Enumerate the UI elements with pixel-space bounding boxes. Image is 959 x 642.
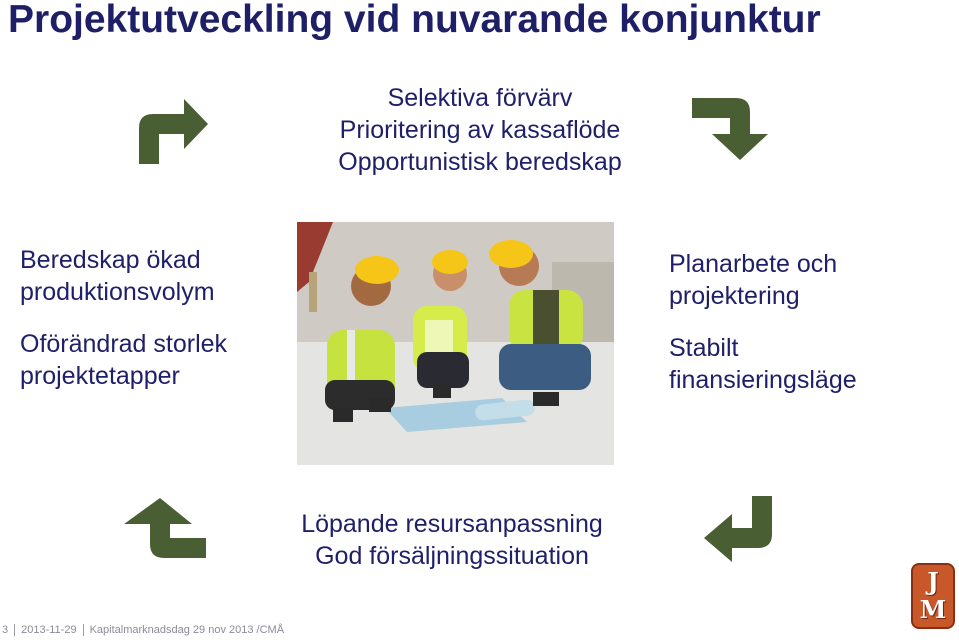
arrow-up-right-icon <box>136 96 210 166</box>
top-text-line: Opportunistisk beredskap <box>338 148 622 176</box>
top-text-line: Selektiva förvärv <box>387 84 573 112</box>
bottom-text-block <box>282 508 622 572</box>
left-text-line: Beredskap ökad <box>20 246 201 274</box>
logo-letter-j: J <box>927 567 939 596</box>
page-number: 3 <box>2 624 9 636</box>
right-text-line: Stabilt <box>669 334 739 362</box>
top-text-line: Prioritering av kassaflöde <box>339 116 621 144</box>
right-text-block <box>669 248 857 396</box>
right-text-line: projektering <box>669 282 800 310</box>
construction-workers-photo <box>297 222 614 465</box>
top-text-block <box>300 82 660 178</box>
jm-logo <box>911 563 955 629</box>
arrow-down-left-icon <box>702 494 776 564</box>
bottom-text-line: Löpande resursanpassning <box>301 510 603 538</box>
slide-footer <box>0 624 290 642</box>
footer-event: Kapitalmarknadsdag 29 nov 2013 /CMÅ <box>83 624 290 636</box>
bottom-text-line: God försäljningssituation <box>315 542 589 570</box>
arrow-up-left-icon <box>122 496 208 562</box>
right-text-line: finansieringsläge <box>669 366 857 394</box>
footer-date: 2013-11-29 <box>14 624 82 636</box>
right-text-line: Planarbete och <box>669 250 838 278</box>
left-text-line: projektetapper <box>20 362 180 390</box>
arrow-right-down-icon <box>690 96 772 162</box>
logo-letter-m: M <box>919 595 947 624</box>
left-text-block <box>20 244 227 392</box>
left-text-line: produktionsvolym <box>20 278 215 306</box>
left-text-line: Oförändrad storlek <box>20 330 228 358</box>
slide-title: Projektutveckling vid nuvarande konjunktur <box>8 0 821 41</box>
